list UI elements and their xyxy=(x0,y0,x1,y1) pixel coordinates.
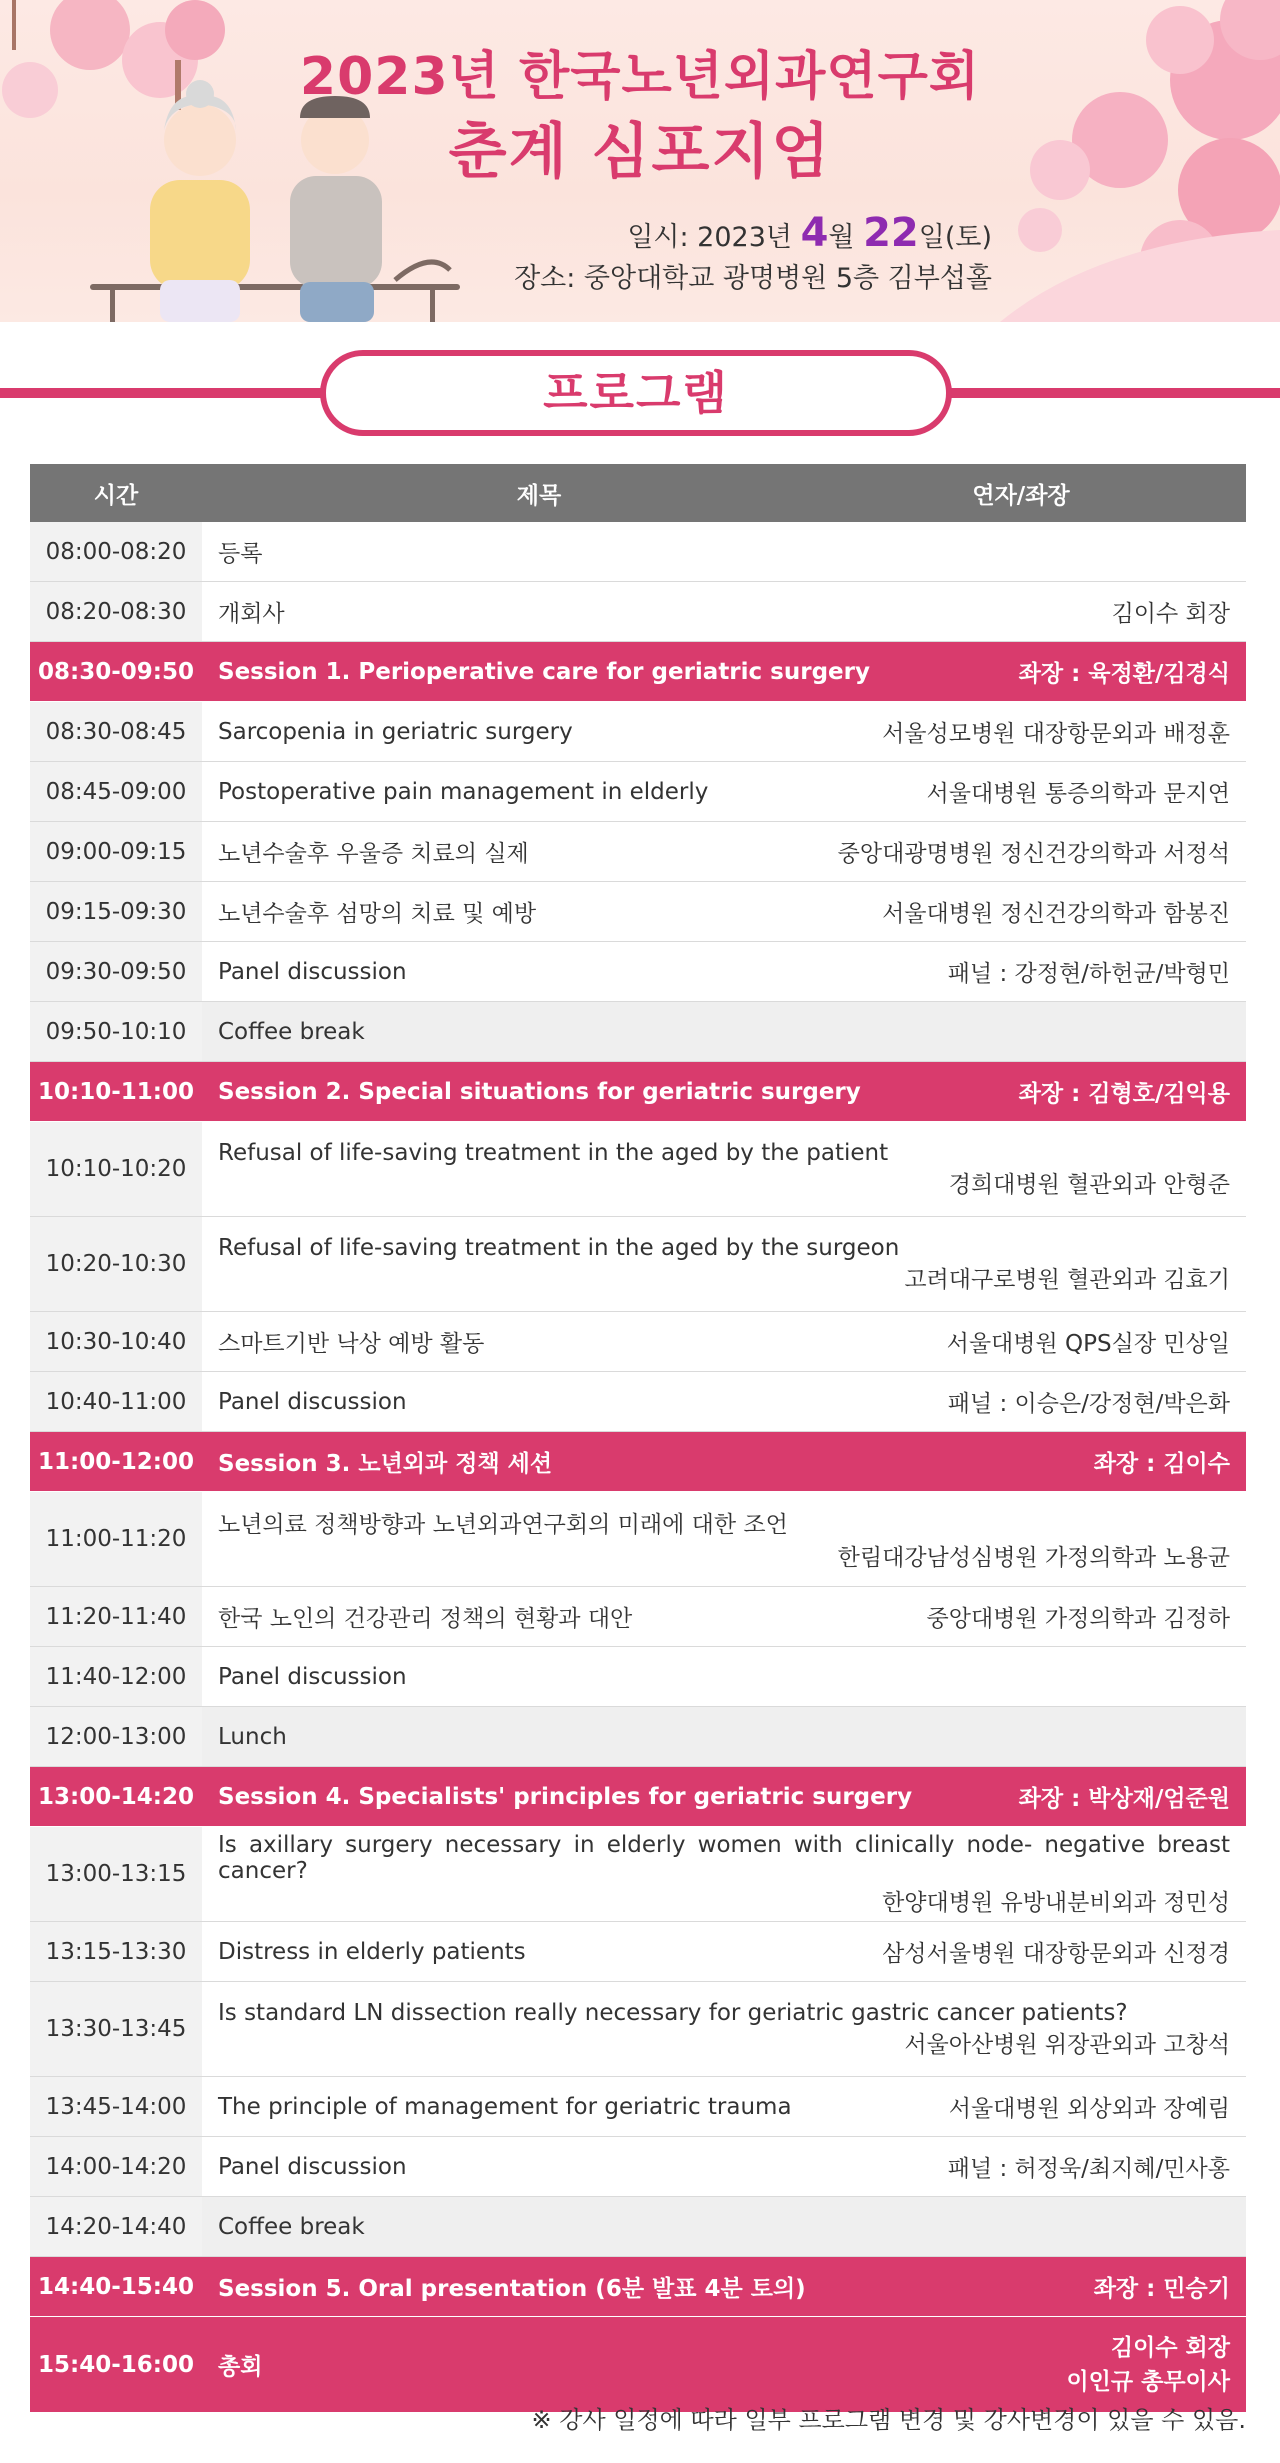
row-content xyxy=(202,2317,1246,2412)
row-content xyxy=(202,1767,1246,1826)
row-title: Panel discussion xyxy=(218,958,407,985)
row-title: 스마트기반 낙상 예방 활동 xyxy=(218,1331,485,1357)
row-title: Session 5. Oral presentation (6분 발표 4분 토의) xyxy=(218,2276,806,2302)
row-time: 13:45-14:00 xyxy=(30,2077,202,2136)
table-row xyxy=(30,1492,1246,1587)
row-content xyxy=(202,642,1246,701)
table-row xyxy=(30,882,1246,942)
row-title: Session 2. Special situations for geriatric surgery xyxy=(218,1078,861,1105)
table-row xyxy=(30,762,1246,822)
row-time: 08:30-08:45 xyxy=(30,702,202,761)
row-time: 09:00-09:15 xyxy=(30,822,202,881)
row-title: 노년의료 정책방향과 노년외과연구회의 미래에 대한 조언 xyxy=(218,1512,788,1538)
row-speaker: 좌장 : 박상재/엄준원 xyxy=(1018,1786,1230,1812)
row-speaker: 패널 : 허정욱/최지혜/민사홍 xyxy=(947,2156,1230,2182)
row-time: 10:10-10:20 xyxy=(30,1122,202,1216)
row-speaker: 패널 : 이승은/강정현/박은화 xyxy=(947,1391,1230,1417)
header-title: 제목 xyxy=(516,482,562,509)
row-speaker: 한양대병원 유방내분비외과 정민성 xyxy=(882,1889,1230,1916)
row-speaker: 좌장 : 김이수 xyxy=(1093,1451,1230,1477)
footnote: ※ 강사 일정에 따라 일부 프로그램 변경 및 강사변경이 있을 수 있음. xyxy=(531,2406,1246,2434)
row-title: 개회사 xyxy=(218,601,285,627)
table-row xyxy=(30,1372,1246,1432)
table-row xyxy=(30,1587,1246,1647)
row-content xyxy=(202,2197,1246,2256)
row-content xyxy=(202,1492,1246,1586)
row-speaker: 김이수 회장 xyxy=(1111,601,1230,627)
row-speaker: 좌장 : 민승기 xyxy=(1093,2276,1230,2302)
row-time: 14:00-14:20 xyxy=(30,2137,202,2196)
row-content xyxy=(202,582,1246,641)
row-title: Refusal of life-saving treatment in the aged by the patient xyxy=(218,1139,889,1166)
row-title: Session 1. Perioperative care for geriatric surgery xyxy=(218,658,870,685)
row-time: 08:45-09:00 xyxy=(30,762,202,821)
row-time: 11:20-11:40 xyxy=(30,1587,202,1646)
row-title: 노년수술후 섬망의 치료 및 예방 xyxy=(218,901,537,927)
row-title: Lunch xyxy=(218,1723,287,1750)
row-title: Is axillary surgery necessary in elderly women with clinically node- negative breast cancer? xyxy=(218,1831,1230,1884)
session-row xyxy=(30,642,1246,702)
row-content xyxy=(202,1647,1246,1706)
session-row xyxy=(30,1432,1246,1492)
speaker-line: 이인규 총무이사 xyxy=(1066,2368,1230,2395)
session-row xyxy=(30,1062,1246,1122)
row-title: Postoperative pain management in elderly xyxy=(218,778,709,805)
row-content xyxy=(202,1002,1246,1061)
row-speaker: 서울성모병원 대장항문외과 배정훈 xyxy=(882,721,1230,747)
table-row xyxy=(30,2137,1246,2197)
row-title: Coffee break xyxy=(218,2213,365,2240)
row-content xyxy=(202,1432,1246,1491)
row-time: 13:30-13:45 xyxy=(30,1982,202,2076)
row-speaker: 중앙대광명병원 정신건강의학과 서정석 xyxy=(837,841,1230,867)
table-row xyxy=(30,1122,1246,1217)
row-speaker: 서울대병원 통증의학과 문지연 xyxy=(926,781,1230,807)
row-time: 10:40-11:00 xyxy=(30,1372,202,1431)
event-date: 일시: 2023년 4월 22일(토) xyxy=(627,210,992,256)
row-time: 10:20-10:30 xyxy=(30,1217,202,1311)
row-content xyxy=(202,702,1246,761)
row-speaker: 고려대구로병원 혈관외과 김효기 xyxy=(904,1266,1230,1293)
row-time: 13:00-14:20 xyxy=(38,1783,194,1810)
speaker-line: 김이수 회장 xyxy=(1110,2334,1230,2361)
row-content xyxy=(202,762,1246,821)
row-time: 08:30-09:50 xyxy=(38,658,194,685)
table-row xyxy=(30,1217,1246,1312)
event-place: 장소: 중앙대학교 광명병원 5층 김부섭홀 xyxy=(514,263,992,294)
banner-title-line2: 춘계 심포지엄 xyxy=(448,117,832,187)
row-content xyxy=(202,2077,1246,2136)
row-title: Panel discussion xyxy=(218,1388,407,1415)
row-speaker: 중앙대병원 가정의학과 김정하 xyxy=(926,1606,1230,1632)
row-content xyxy=(202,1922,1246,1981)
row-title: 총회 xyxy=(218,2354,263,2380)
row-title: 노년수술후 우울증 치료의 실제 xyxy=(218,841,529,867)
row-title: Panel discussion xyxy=(218,2153,407,2180)
table-row xyxy=(30,2077,1246,2137)
table-row xyxy=(30,1827,1246,1922)
table-row xyxy=(30,1002,1246,1062)
row-time: 10:10-11:00 xyxy=(38,1078,194,1105)
session-row xyxy=(30,2257,1246,2317)
row-speaker: 좌장 : 김형호/김익용 xyxy=(1018,1081,1230,1107)
row-content xyxy=(202,1062,1246,1121)
row-content xyxy=(202,1827,1246,1921)
row-content xyxy=(202,1587,1246,1646)
row-time: 15:40-16:00 xyxy=(38,2351,194,2378)
program-heading: 프로그램 xyxy=(320,350,952,436)
row-time: 08:20-08:30 xyxy=(30,582,202,641)
row-time: 14:40-15:40 xyxy=(38,2273,194,2300)
table-header xyxy=(30,464,1246,522)
row-speaker: 경희대병원 혈관외과 안형준 xyxy=(948,1171,1230,1198)
row-title: Coffee break xyxy=(218,1018,365,1045)
row-content xyxy=(202,2137,1246,2196)
row-speaker: 한림대강남성심병원 가정의학과 노용균 xyxy=(837,1545,1230,1571)
row-speaker: 삼성서울병원 대장항문외과 신정경 xyxy=(882,1941,1230,1967)
table-row xyxy=(30,1922,1246,1982)
row-title: Session 4. Specialists' principles for geriatric surgery xyxy=(218,1783,913,1810)
row-speaker: 서울대병원 외상외과 장예림 xyxy=(948,2096,1230,2122)
row-content xyxy=(202,1982,1246,2076)
row-title: Sarcopenia in geriatric surgery xyxy=(218,718,573,745)
row-content xyxy=(202,1122,1246,1216)
row-time: 09:30-09:50 xyxy=(30,942,202,1001)
row-content xyxy=(202,1217,1246,1311)
row-title: The principle of management for geriatric trauma xyxy=(218,2093,792,2120)
row-title: Session 3. 노년외과 정책 세션 xyxy=(218,1451,553,1477)
row-title: Is standard LN dissection really necessary for geriatric gastric cancer patients? xyxy=(218,1999,1128,2026)
table-row xyxy=(30,1312,1246,1372)
table-body xyxy=(30,522,1246,2413)
row-title: Refusal of life-saving treatment in the aged by the surgeon xyxy=(218,1234,900,1261)
row-time: 12:00-13:00 xyxy=(30,1707,202,1766)
table-row xyxy=(30,1647,1246,1707)
row-content xyxy=(202,1707,1246,1766)
row-title: Panel discussion xyxy=(218,1663,407,1690)
header-time: 시간 xyxy=(93,482,139,509)
program-table xyxy=(30,464,1246,2413)
table-row xyxy=(30,522,1246,582)
row-speaker xyxy=(1066,2331,1230,2399)
row-content xyxy=(202,1312,1246,1371)
table-row xyxy=(30,582,1246,642)
row-content xyxy=(202,942,1246,1001)
row-title: 한국 노인의 건강관리 정책의 현황과 대안 xyxy=(218,1606,633,1632)
table-row xyxy=(30,702,1246,762)
row-time: 08:00-08:20 xyxy=(30,522,202,581)
session-row xyxy=(30,2317,1246,2413)
table-row xyxy=(30,1982,1246,2077)
row-time: 09:15-09:30 xyxy=(30,882,202,941)
session-row xyxy=(30,1767,1246,1827)
row-speaker: 서울아산병원 위장관외과 고창석 xyxy=(904,2031,1230,2058)
row-time: 11:00-11:20 xyxy=(30,1492,202,1586)
row-content xyxy=(202,822,1246,881)
row-time: 13:00-13:15 xyxy=(30,1827,202,1921)
row-time: 14:20-14:40 xyxy=(30,2197,202,2256)
row-content xyxy=(202,522,1246,581)
table-row xyxy=(30,1707,1246,1767)
banner-title-line1: 2023년 한국노년외과연구회 xyxy=(299,47,981,107)
row-speaker: 서울대병원 QPS실장 민상일 xyxy=(946,1331,1230,1357)
row-content xyxy=(202,882,1246,941)
row-title: 등록 xyxy=(218,541,263,567)
row-speaker: 서울대병원 정신건강의학과 함봉진 xyxy=(882,901,1230,927)
table-row xyxy=(30,822,1246,882)
table-row xyxy=(30,942,1246,1002)
row-speaker: 패널 : 강정현/하헌균/박형민 xyxy=(947,961,1230,987)
row-speaker: 좌장 : 육정환/김경식 xyxy=(1018,661,1230,687)
row-title: Distress in elderly patients xyxy=(218,1938,526,1965)
row-time: 13:15-13:30 xyxy=(30,1922,202,1981)
header-speaker: 연자/좌장 xyxy=(972,482,1070,509)
event-banner xyxy=(0,0,1280,322)
row-time: 10:30-10:40 xyxy=(30,1312,202,1371)
row-content xyxy=(202,1372,1246,1431)
row-content xyxy=(202,2257,1246,2316)
table-row xyxy=(30,2197,1246,2257)
row-time: 11:00-12:00 xyxy=(38,1448,194,1475)
row-time: 11:40-12:00 xyxy=(30,1647,202,1706)
row-time: 09:50-10:10 xyxy=(30,1002,202,1061)
